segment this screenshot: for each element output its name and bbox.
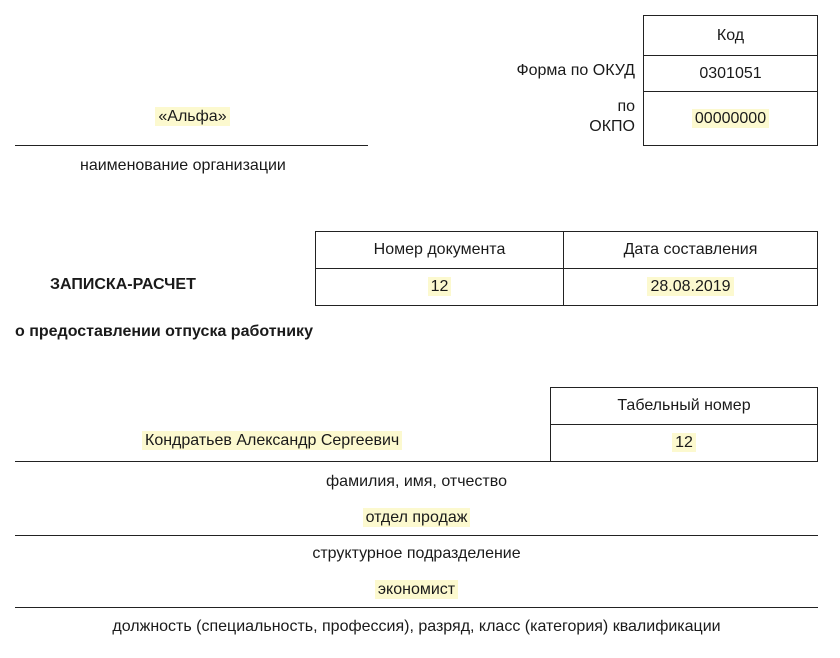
position-caption: должность (специальность, профессия), разряд, класс (категория) квалификации xyxy=(112,618,721,635)
document-date-cell xyxy=(564,269,818,306)
position-underline xyxy=(15,607,818,608)
okpo-value-cell xyxy=(644,92,818,146)
employee-name-wrap xyxy=(142,432,402,450)
code-header: Код xyxy=(644,16,818,56)
document-date-header: Дата составления xyxy=(564,232,818,269)
tab-number-header: Табельный номер xyxy=(551,388,818,425)
okud-value: 0301051 xyxy=(644,56,818,92)
position-value: экономист xyxy=(375,580,458,599)
okud-label: Форма по ОКУД xyxy=(516,62,635,79)
tab-number-table xyxy=(550,387,818,462)
department-caption: структурное подразделение xyxy=(312,545,521,562)
organization-name: «Альфа» xyxy=(155,107,229,126)
document-title: ЗАПИСКА-РАСЧЕТ xyxy=(50,276,196,293)
organization-name-wrap xyxy=(15,108,370,126)
document-subtitle: о предоставлении отпуска работнику xyxy=(15,323,313,340)
organization-caption: наименование организации xyxy=(80,157,286,174)
department-value: отдел продаж xyxy=(363,508,471,527)
employee-name-caption: фамилия, имя, отчество xyxy=(326,473,507,490)
position-wrap xyxy=(15,581,818,599)
department-wrap xyxy=(15,509,818,527)
okpo-label-top: по xyxy=(617,98,635,115)
code-table xyxy=(643,15,818,146)
tab-number-value: 12 xyxy=(672,433,696,452)
organization-underline xyxy=(15,145,368,146)
okpo-label-bottom: ОКПО xyxy=(589,118,635,135)
okpo-value: 00000000 xyxy=(692,109,769,128)
document-number: 12 xyxy=(428,277,452,296)
document-date: 28.08.2019 xyxy=(647,277,733,296)
department-underline xyxy=(15,535,818,536)
document-number-header: Номер документа xyxy=(316,232,564,269)
tab-number-cell xyxy=(551,425,818,462)
document-table xyxy=(315,231,818,306)
employee-name-underline xyxy=(15,461,550,462)
employee-name: Кондратьев Александр Сергеевич xyxy=(142,431,402,450)
document-number-cell xyxy=(316,269,564,306)
